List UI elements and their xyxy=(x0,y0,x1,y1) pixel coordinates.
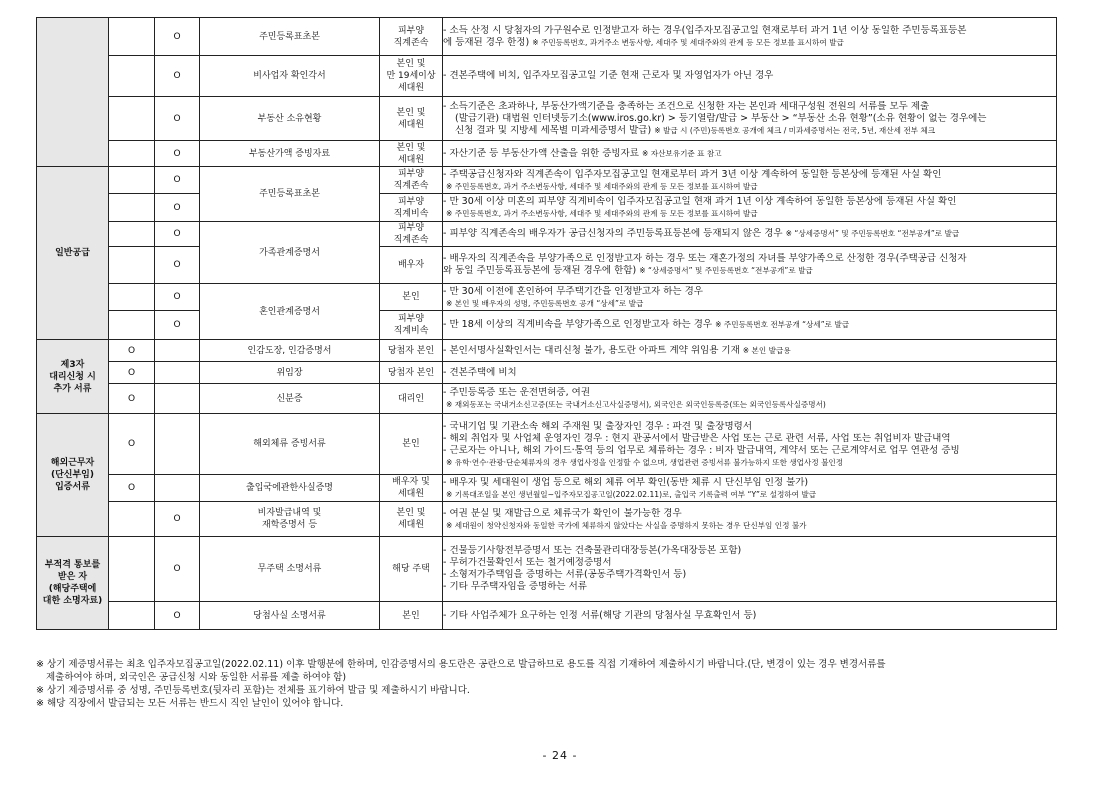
target-person: 본인 xyxy=(380,284,443,311)
document-name: 주민등록표초본 xyxy=(200,167,380,222)
description-line: - 무허가건물확인서 또는 철거예정증명서 xyxy=(443,557,612,568)
document-name: 부동산 소유현황 xyxy=(200,97,380,141)
description-line: - 주택공급신청자와 직계존속이 입주자모집공고일 현재로부터 과거 3년 이상 계속하여 동일한 등본상에 등재된 사실 확인 xyxy=(443,168,942,180)
document-name: 비사업자 확인각서 xyxy=(200,56,380,97)
description-line: - 기타 사업주체가 요구하는 인정 서류(해당 기관의 당첨사실 무효확인서 등) xyxy=(443,609,757,621)
category-cell-blank xyxy=(37,18,109,167)
description-text: 신청 결과 및 지방세 세목별 미과세증명서 발급) xyxy=(455,124,652,136)
category-cell: 해외근무자 (단신부임) 입증서류 xyxy=(37,414,109,537)
mark-b-cell: O xyxy=(155,284,200,311)
mark-b-cell: O xyxy=(155,97,200,141)
description-line: - 주민등록증 또는 운전면허증, 여권 xyxy=(443,387,591,398)
mark-a-cell xyxy=(109,167,155,194)
mark-b-cell: O xyxy=(155,56,200,97)
category-cell: 부적격 통보를 받은 자 (해당주택에 대한 소명자료) xyxy=(37,537,109,630)
description-text: 에 등재된 경우 한정) xyxy=(443,36,530,48)
table-row xyxy=(37,502,1057,537)
description-line xyxy=(443,125,1056,137)
description-line xyxy=(443,265,1056,277)
footnote: ※ 해당 직장에서 발급되는 모든 서류는 반드시 직인 날인이 있어야 합니다. xyxy=(36,698,344,709)
description-note: ※ 재외동포는 국내거소신고증(또는 국내거소신고사실증명서), 외국인은 외국인등록증(또는 외국인등록사실증명서) xyxy=(446,400,826,409)
footnote: ※ 상기 제증명서류 중 성명, 주민등록번호(뒷자리 포함)는 전체를 표기하여 발급 및 제출하시기 바랍니다. xyxy=(36,685,470,696)
mark-a-cell xyxy=(109,311,155,340)
table-row xyxy=(37,194,1057,222)
mark-b-cell: O xyxy=(155,167,200,194)
table-row xyxy=(37,362,1057,384)
description-line: - 여권 분실 및 재발급으로 체류국가 확인이 불가능한 경우 xyxy=(443,507,682,519)
table-row xyxy=(37,167,1057,194)
category-cell: 일반공급 xyxy=(37,167,109,340)
target-person: 배우자 및 세대원 xyxy=(380,475,443,502)
description-line: (발급기관) 대법원 인터넷등기소(www.iros.go.kr) > 등기열람/발급 > 부동산 > “부동산 소유 현황”(소유 현황이 없는 경우에는 xyxy=(455,112,987,124)
table-row xyxy=(37,247,1057,284)
description-note: ※ 기록대조일을 본인 생년월일~입주자모집공고일(2022.02.11)로, 출입국 기록출력 여부 “Y”로 설정하여 발급 xyxy=(446,489,817,499)
mark-a-cell xyxy=(109,141,155,167)
mark-a-cell xyxy=(109,537,155,602)
description-line: - 국내기업 및 기관소속 해외 주재원 및 출장자인 경우 : 파견 및 출장명령서 xyxy=(443,420,752,432)
description-text: - 만 18세 이상의 직계비속을 부양가족으로 인정받고자 하는 경우 xyxy=(443,319,713,330)
table-row xyxy=(37,18,1057,56)
mark-a-cell xyxy=(109,56,155,97)
target-person: 본인 및 세대원 xyxy=(380,502,443,537)
description-line: - 소형저가주택임을 증명하는 서류(공동주택가격확인서 등) xyxy=(443,569,687,580)
description-text: - 피부양 직계존속의 배우자가 공급신청자의 주민등록표등본에 등재되지 않은 경우 xyxy=(443,228,783,239)
description-note: ※ “상세증명서” 및 주민등록번호 “전부공개”로 발급 xyxy=(639,266,813,275)
target-person: 본인 xyxy=(380,414,443,475)
description-note: ※ 주민등록번호, 과거 주소변동사항, 세대주 및 세대주와의 관계 등 모든 정보를 표시하여 발급 xyxy=(446,181,758,191)
description-line: - 소득 산정 시 당첨자의 가구원수로 인정받고자 하는 경우(입주자모집공고일 현재로부터 과거 1년 이상 동일한 주민등록표등본 xyxy=(443,24,967,36)
description-text: - 자산기준 등 부동산가액 산출을 위한 증빙자료 xyxy=(443,147,639,159)
target-person: 피부양 직계비속 xyxy=(380,311,443,340)
description-cell xyxy=(443,56,1057,97)
description-line: - 해외 취업자 및 사업체 운영자인 경우 : 현지 관공서에서 발급받은 사업 또는 근로 관련 서류, 사업 또는 취업비자 발급내역 xyxy=(443,432,951,444)
table-row xyxy=(37,141,1057,167)
target-person: 본인 및 세대원 xyxy=(380,97,443,141)
description-cell xyxy=(443,475,1057,502)
description-line xyxy=(443,148,1056,160)
target-person: 본인 xyxy=(380,602,443,630)
target-person: 배우자 xyxy=(380,247,443,284)
description-cell xyxy=(443,502,1057,537)
footnote: 제출하여야 하며, 외국인은 공급신청 시와 동일한 서류를 제출 하여야 함) xyxy=(46,672,347,683)
description-cell xyxy=(443,602,1057,630)
mark-a-cell xyxy=(109,284,155,311)
target-person: 피부양 직계존속 xyxy=(380,222,443,247)
document-name: 해외체류 증빙서류 xyxy=(200,414,380,475)
required-documents-table xyxy=(36,17,1057,630)
mark-a-cell xyxy=(109,222,155,247)
description-line: - 근로자는 아니나, 해외 가이드·통역 등의 업무로 체류하는 경우 : 비자 발급내역, 계약서 또는 근로계약서로 업무 연관성 증빙 xyxy=(443,444,960,456)
description-cell xyxy=(443,194,1057,222)
mark-b-cell: O xyxy=(155,194,200,222)
table-row xyxy=(37,56,1057,97)
table-row xyxy=(37,311,1057,340)
mark-a-cell xyxy=(109,602,155,630)
table-row xyxy=(37,222,1057,247)
description-note: ※ 본인 및 배우자의 성명, 주민등록번호 공개 “상세”로 발급 xyxy=(446,298,644,308)
mark-a-cell xyxy=(109,97,155,141)
table-row xyxy=(37,537,1057,602)
description-note: ※ 세대원이 청약신청자와 동일한 국가에 체류하지 않았다는 사실을 증명하지 못하는 경우 단신부임 인정 불가 xyxy=(446,520,807,530)
target-person: 피부양 직계존속 xyxy=(380,18,443,56)
mark-b-cell: O xyxy=(155,311,200,340)
document-name: 당첨사실 소명서류 xyxy=(200,602,380,630)
mark-b-cell: O xyxy=(155,502,200,537)
category-cell: 제3자 대리신청 시 추가 서류 xyxy=(37,340,109,414)
description-note: ※ 발급 시 (주민)등록번호 공개에 체크 / 미과세증명서는 전국, 5년, 재산세 전부 체크 xyxy=(654,125,936,135)
description-line: - 배우자의 직계존속을 부양가족으로 인정받고자 하는 경우 또는 재혼가정의 자녀를 부양가족으로 산정한 경우(주택공급 신청자 xyxy=(443,253,967,264)
description-line: - 견본주택에 비치 xyxy=(443,366,517,378)
description-line: - 만 30세 이상 미혼의 피부양 직계비속이 입주자모집공고일 현재 과거 1년 이상 계속하여 동일한 등본상에 등재된 사실 확인 xyxy=(443,196,957,207)
description-line xyxy=(443,319,1056,331)
footnotes xyxy=(36,658,1066,710)
description-line: - 소득기준은 초과하나, 부동산가액기준을 충족하는 조건으로 신청한 자는 본인과 세대구성원 전원의 서류를 모두 제출 xyxy=(443,100,930,112)
description-cell xyxy=(443,311,1057,340)
mark-b-cell: O xyxy=(155,602,200,630)
description-text: 와 동일 주민등록표등본에 등재된 경우에 한함) xyxy=(443,265,637,276)
mark-b-cell xyxy=(155,475,200,502)
document-name: 가족관계증명서 xyxy=(200,222,380,284)
description-note: ※ 주민등록번호 전부공개 “상세”로 발급 xyxy=(715,320,850,329)
target-person: 피부양 직계비속 xyxy=(380,194,443,222)
description-line: - 배우자 및 세대원이 생업 등으로 해외 체류 여부 확인(동반 체류 시 단신부임 인정 불가) xyxy=(443,476,809,488)
mark-b-cell: O xyxy=(155,18,200,56)
description-line: - 만 30세 이전에 혼인하여 무주택기간을 인정받고자 하는 경우 xyxy=(443,285,703,297)
description-line: - 기타 무주택자임을 증명하는 서류 xyxy=(443,581,587,592)
description-cell xyxy=(443,97,1057,141)
description-note: ※ 주민등록번호, 과거주소 변동사항, 세대주 및 세대주와의 관계 등 모든 정보를 표시하여 발급 xyxy=(532,37,844,47)
description-text: - 본인서명사실확인서는 대리신청 불가, 용도란 아파트 계약 위임용 기재 xyxy=(443,344,740,356)
mark-b-cell xyxy=(155,362,200,384)
document-name: 위임장 xyxy=(200,362,380,384)
description-note: ※ 자산보유기준 표 참고 xyxy=(641,148,722,158)
description-line xyxy=(443,228,1056,240)
description-note: ※ 유학·연수·관광·단순체류자의 경우 생업사정을 인정할 수 없으며, 생업관련 증빙서류 불가능하지 또한 생업사정 불인정 xyxy=(446,457,844,467)
target-person: 당첨자 본인 xyxy=(380,362,443,384)
mark-b-cell: O xyxy=(155,222,200,247)
description-cell xyxy=(443,247,1057,284)
document-name: 출입국에관한사실증명 xyxy=(200,475,380,502)
target-person: 본인 및 만 19세이상 세대원 xyxy=(380,56,443,97)
description-cell xyxy=(443,222,1057,247)
table-row xyxy=(37,414,1057,475)
mark-a-cell xyxy=(109,247,155,284)
target-person: 피부양 직계존속 xyxy=(380,167,443,194)
mark-a-cell: O xyxy=(109,362,155,384)
document-name: 부동산가액 증빙자료 xyxy=(200,141,380,167)
target-person: 대리인 xyxy=(380,384,443,414)
mark-a-cell: O xyxy=(109,414,155,475)
table-row xyxy=(37,284,1057,311)
target-person: 당첨자 본인 xyxy=(380,340,443,362)
document-name: 무주택 소명서류 xyxy=(200,537,380,602)
page-number: - 24 - xyxy=(542,749,578,762)
mark-b-cell xyxy=(155,414,200,475)
document-name: 신분증 xyxy=(200,384,380,414)
description-line xyxy=(443,345,1056,357)
table-row xyxy=(37,384,1057,414)
document-name: 주민등록표초본 xyxy=(200,18,380,56)
description-note: ※ “상세증명서” 및 주민등록번호 “전부공개”로 발급 xyxy=(785,229,960,238)
description-cell xyxy=(443,340,1057,362)
description-cell xyxy=(443,414,1057,475)
mark-a-cell xyxy=(109,194,155,222)
target-person: 해당 주택 xyxy=(380,537,443,602)
mark-a-cell xyxy=(109,502,155,537)
footnote: ※ 상기 제증명서류는 최초 입주자모집공고일(2022.02.11) 이후 발행분에 한하며, 인감증명서의 용도란은 공란으로 발급하므로 용도를 직접 기재하여 제출하시기 바랍니다.(단, 변경이 있는 경우 변경서류를 xyxy=(36,659,886,670)
mark-b-cell: O xyxy=(155,247,200,284)
description-cell xyxy=(443,18,1057,56)
description-cell xyxy=(443,284,1057,311)
description-note: ※ 본인 발급용 xyxy=(742,345,791,355)
description-cell xyxy=(443,362,1057,384)
target-person: 본인 및 세대원 xyxy=(380,141,443,167)
mark-a-cell: O xyxy=(109,384,155,414)
description-cell xyxy=(443,141,1057,167)
table-row xyxy=(37,475,1057,502)
table-row xyxy=(37,340,1057,362)
mark-b-cell xyxy=(155,340,200,362)
mark-b-cell: O xyxy=(155,537,200,602)
mark-a-cell xyxy=(109,18,155,56)
document-name: 비자발급내역 및 재학증명서 등 xyxy=(200,502,380,537)
mark-b-cell xyxy=(155,384,200,414)
mark-b-cell: O xyxy=(155,141,200,167)
mark-a-cell: O xyxy=(109,340,155,362)
description-line: - 견본주택에 비치, 입주자모집공고일 기준 현재 근로자 및 자영업자가 아닌 경우 xyxy=(443,70,774,81)
description-cell xyxy=(443,384,1057,414)
description-cell xyxy=(443,167,1057,194)
mark-a-cell: O xyxy=(109,475,155,502)
description-line: - 건물등기사항전부증명서 또는 건축물관리대장등본(가옥대장등본 포함) xyxy=(443,545,742,556)
table-row xyxy=(37,97,1057,141)
description-cell xyxy=(443,537,1057,602)
description-note: ※ 주민등록번호, 과거 주소변동사항, 세대주 및 세대주와의 관계 등 모든 정보를 표시하여 발급 xyxy=(446,209,758,218)
description-line xyxy=(443,37,1056,49)
document-name: 혼인관계증명서 xyxy=(200,284,380,340)
table-row xyxy=(37,602,1057,630)
document-name: 인감도장, 인감증명서 xyxy=(200,340,380,362)
